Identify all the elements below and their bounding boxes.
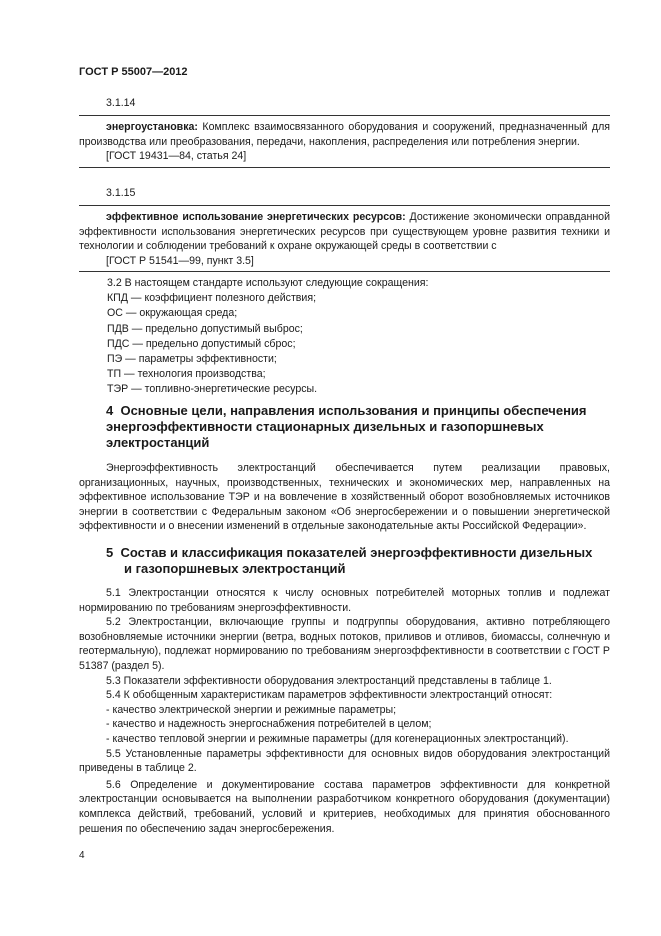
abbreviation-item: КПД — коэффициент полезного действия; xyxy=(107,292,317,305)
clause-number-3-1-14: 3.1.14 xyxy=(106,97,136,109)
definition-box-3-1-14 xyxy=(79,115,610,168)
abbreviation-item: ТЭР — топливно-энергетические ресурсы. xyxy=(107,383,318,396)
paragraph-5-5: 5.5 Установленные параметры эффективности для основных видов оборудования электростанций приведены в таблице 2. xyxy=(79,747,610,775)
section-number: 4 xyxy=(106,403,114,418)
section-4-heading xyxy=(106,403,610,451)
section-title-line: энергоэффективности стационарных дизельных и газопоршневых xyxy=(106,419,544,434)
abbreviations-list xyxy=(107,276,607,398)
paragraph-5-4: 5.4 К обобщенным характеристикам параметров эффективности электростанций относят: xyxy=(106,689,553,702)
paragraph: Энергоэффективность электростанций обеспечивается путем реализации правовых, организационных, научных, производственных, технических и экономических мер, направленных на эффективное использование ТЭР и на вовлечение в хозяйственный оборот возобновляемых источников энергии в соответствии с Федеральным законом «Об энергосбережении и о повышении энергетической эффективности и о внесении изменений в отдельные законодательные акты Российской Федерации». xyxy=(79,462,610,533)
section-number: 5 xyxy=(106,545,114,560)
paragraph-5-1: 5.1 Электростанции относятся к числу основных потребителей моторных топлив и подлежат нормированию по требованиям энергоэффективности. xyxy=(79,587,610,614)
section-4-body xyxy=(79,461,610,534)
page-number: 4 xyxy=(79,850,85,861)
section-title-line: Состав и классификация показателей энергоэффективности дизельных xyxy=(120,545,593,560)
paragraph-5-2: 5.2 Электростанции, включающие группы и подгруппы оборудования, активно потребляющего возобновляемые источники энергии (ветра, водных потоков, приливов и отливов, биомассы, солнечную и геотермальную), подлежат нормированию по требованиям энергоэффективности в соответствии с ГОСТ Р 51387 (раздел 5). xyxy=(79,616,610,672)
clause-number-3-1-15: 3.1.15 xyxy=(106,187,136,199)
abbreviation-item: ТП — технология производства; xyxy=(107,368,266,381)
section-5-body xyxy=(79,586,610,836)
abbreviation-item: ОС — окружающая среда; xyxy=(107,307,238,320)
bullet-item: - качество и надежность энергоснабжения потребителей в целом; xyxy=(106,718,432,731)
abbreviation-item: ПДС — предельно допустимый сброс; xyxy=(107,337,296,350)
abbreviations-intro: 3.2 В настоящем стандарте используют следующие сокращения: xyxy=(107,277,429,289)
document-header: ГОСТ Р 55007—2012 xyxy=(79,66,188,78)
term: эффективное использование энергетических ресурсов: xyxy=(106,211,406,223)
definition-text xyxy=(79,210,610,254)
paragraph-5-6: 5.6 Определение и документирование состава параметров эффективности для конкретной электростанции основывается на выполнении разработчиком конкретного оборудования (документации) комплекса действий, требований, условий и критериев, необходимых для принятия обоснованного решения по обеспечению задач энергосбережения. xyxy=(79,778,610,835)
bullet-item: - качество электрической энергии и режимные параметры; xyxy=(106,703,397,716)
section-title-line: и газопоршневых электростанций xyxy=(124,561,346,576)
definition-box-3-1-15 xyxy=(79,205,610,272)
definition-reference: [ГОСТ 19431—84, статья 24] xyxy=(106,150,247,163)
section-5-heading xyxy=(106,545,610,577)
definition: Достижение экономически оправданной эффективности использования энергетических ресурсов при существующем уровне развития техники и технологии и соблюдении требований к охране окружающей среды в соответствии с xyxy=(79,211,610,253)
definition-reference: [ГОСТ Р 51541—99, пункт 3.5] xyxy=(106,254,254,267)
definition: Комплекс взаимосвязанного оборудования и сооружений, предназначенный для производства или преобразования, передачи, накопления, распределения или потребления энергии. xyxy=(79,121,610,148)
term: энергоустановка: xyxy=(106,121,198,133)
paragraph-5-3: 5.3 Показатели эффективности оборудования электростанций представлены в таблице 1. xyxy=(106,674,552,687)
section-title-line: Основные цели, направления использования и принципы обеспечения xyxy=(120,403,587,418)
bullet-item: - качество тепловой энергии и режимные параметры (для когенерационных электростанций). xyxy=(106,732,569,745)
section-title-line: электростанций xyxy=(106,435,210,450)
abbreviation-item: ПЭ — параметры эффективности; xyxy=(107,352,277,365)
abbreviation-item: ПДВ — предельно допустимый выброс; xyxy=(107,322,303,335)
definition-text xyxy=(79,120,610,149)
